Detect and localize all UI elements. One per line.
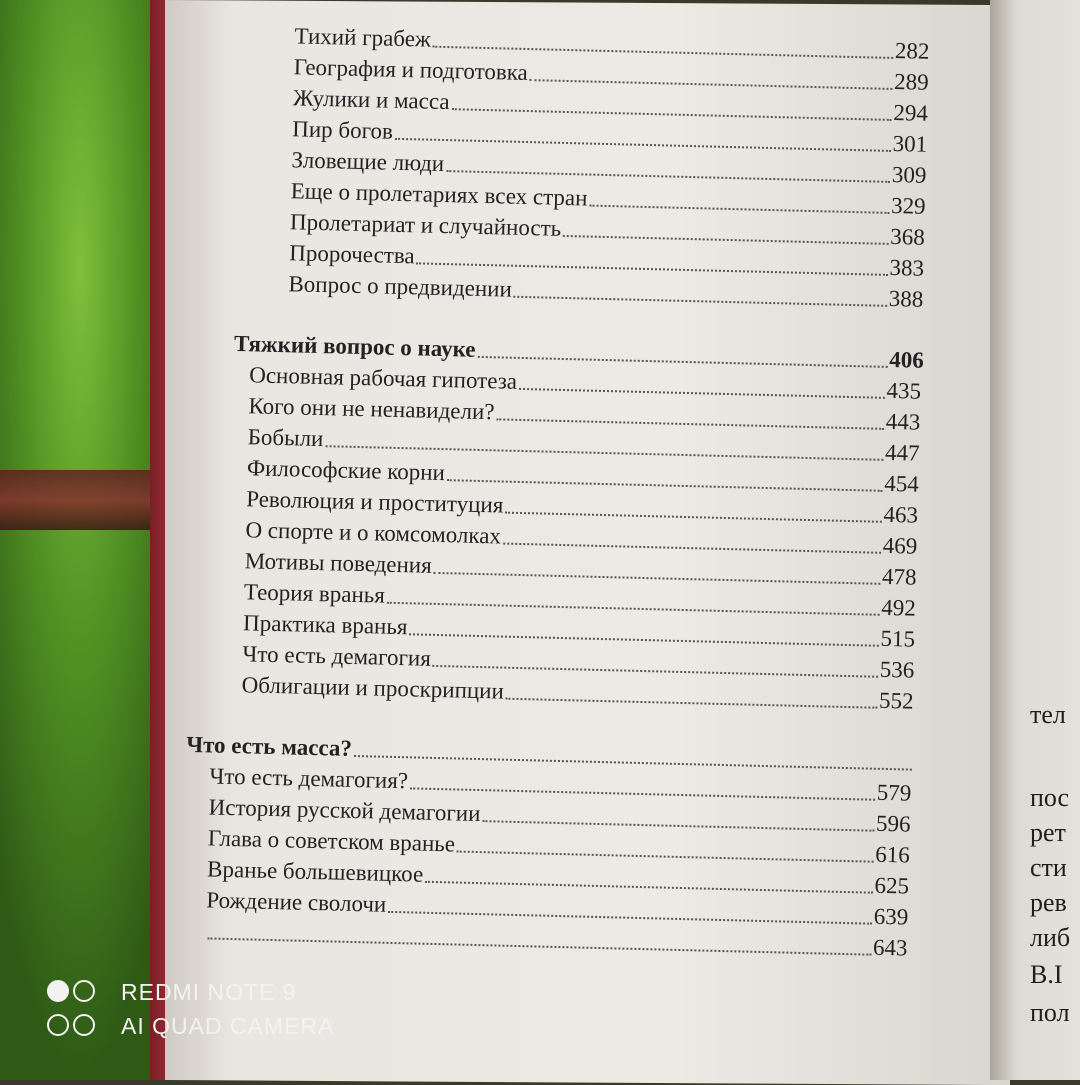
- dual-circle-icon: [45, 977, 101, 1007]
- toc-entry-title: Вранье большевицкое: [206, 856, 424, 887]
- toc-page-number: 435: [886, 377, 922, 404]
- toc-entry-title: Кого они не ненавидели?: [248, 393, 495, 425]
- dot-leader: [519, 388, 885, 399]
- toc-entry-title: Революция и проституция: [245, 486, 504, 518]
- camera-watermark: [45, 975, 334, 1043]
- dot-leader: [506, 698, 877, 709]
- toc-page-number: 447: [884, 439, 920, 466]
- toc-page-number: 301: [892, 130, 928, 157]
- toc-page-number: 616: [874, 841, 911, 868]
- toc-entry-title: Теория вранья: [243, 579, 386, 608]
- toc-entry-title: История русской демагогии: [208, 794, 481, 827]
- right-text-3: рет: [1030, 818, 1066, 847]
- watermark-line-1: REDMI NOTE 9: [121, 978, 297, 1005]
- right-page: [990, 0, 1080, 1080]
- right-text-6: либ: [1030, 923, 1071, 952]
- toc-page-number: 443: [885, 408, 921, 435]
- toc-entry-title: Основная рабочая гипотеза: [248, 362, 518, 394]
- toc-page-number: 579: [876, 779, 912, 806]
- toc-section-title: Тяжкий вопрос о науке: [233, 330, 476, 362]
- toc-entry-title: Пир богов: [292, 116, 394, 144]
- right-text-5: рев: [1030, 888, 1067, 917]
- toc-entry-title: О спорте и о комсомолках: [245, 517, 502, 549]
- toc-page-number: 469: [882, 532, 918, 559]
- toc-entry-title: Практика вранья: [242, 610, 408, 640]
- toc-entry-title: Еще о пролетариях всех стран: [290, 178, 588, 211]
- right-text-7: В.І: [1030, 960, 1063, 989]
- toc-page-number: 536: [879, 656, 915, 683]
- toc-entry-title: География и подготовка: [293, 54, 529, 86]
- toc-page-number: 639: [873, 903, 909, 930]
- infinity-icon: [45, 1011, 101, 1041]
- right-text-4: сти: [1030, 853, 1067, 882]
- toc-entry-title: Что есть демагогия?: [209, 763, 409, 794]
- toc-page-number: 463: [883, 501, 919, 528]
- toc-page-number: 552: [878, 687, 914, 714]
- toc-entry-title: Облигации и проскрипции: [241, 672, 505, 704]
- toc-page-number: 596: [875, 810, 911, 837]
- dot-leader: [563, 235, 888, 245]
- toc-section-title: Что есть масса?: [185, 731, 353, 761]
- right-text-1: тел: [1030, 700, 1066, 729]
- toc-entry-title: Пророчества: [288, 240, 415, 269]
- toc-entry-title: Философские корни: [246, 455, 446, 486]
- toc-entry-title: Мотивы поведения: [244, 548, 433, 578]
- toc-group-2: [183, 358, 921, 717]
- toc-page-number: 625: [874, 872, 910, 899]
- toc-page-number: 454: [884, 470, 920, 497]
- dot-leader: [514, 296, 887, 307]
- toc-page-number: 289: [893, 68, 929, 95]
- toc-entry-title: Вопрос о предвидении: [288, 271, 513, 302]
- toc-page-number: 643: [872, 934, 908, 961]
- toc-page-number: 329: [890, 192, 926, 219]
- toc-group-3: [177, 760, 911, 964]
- toc-entry-title: Бобыли: [247, 424, 324, 452]
- toc-entry-title: Тихий грабеж: [294, 23, 432, 52]
- toc-entry-title: Пролетариат и случайность: [289, 209, 562, 241]
- toc-entry-title: Зловещие люди: [291, 147, 445, 177]
- toc-entry-title: Что есть демагогия: [242, 641, 432, 671]
- toc-page-number: 309: [891, 161, 927, 188]
- toc-page-number: 515: [880, 625, 916, 652]
- right-text-2: пос: [1030, 783, 1070, 812]
- toc-page-number: 478: [881, 563, 917, 590]
- toc-page-number: 492: [880, 594, 917, 621]
- table-of-contents: [177, 18, 939, 964]
- watermark-line-2: AI QUAD CAMERA: [121, 1012, 335, 1039]
- toc-page-number: 388: [888, 285, 924, 312]
- toc-page-number: 383: [889, 254, 925, 281]
- toc-page-number: 282: [894, 37, 930, 64]
- toc-entry-title: Глава о советском вранье: [207, 825, 456, 857]
- toc-page-number: 294: [893, 99, 929, 126]
- right-text-8: пол: [1030, 998, 1070, 1027]
- dot-leader: [530, 79, 892, 90]
- toc-entry-title: Жулики и масса: [292, 85, 450, 115]
- toc-page-number: 368: [890, 223, 926, 250]
- toc-group-1: [193, 18, 930, 315]
- toc-entry-title: Рождение сволочи: [206, 887, 387, 917]
- toc-page-number: 406: [889, 346, 925, 373]
- dot-leader: [589, 205, 889, 214]
